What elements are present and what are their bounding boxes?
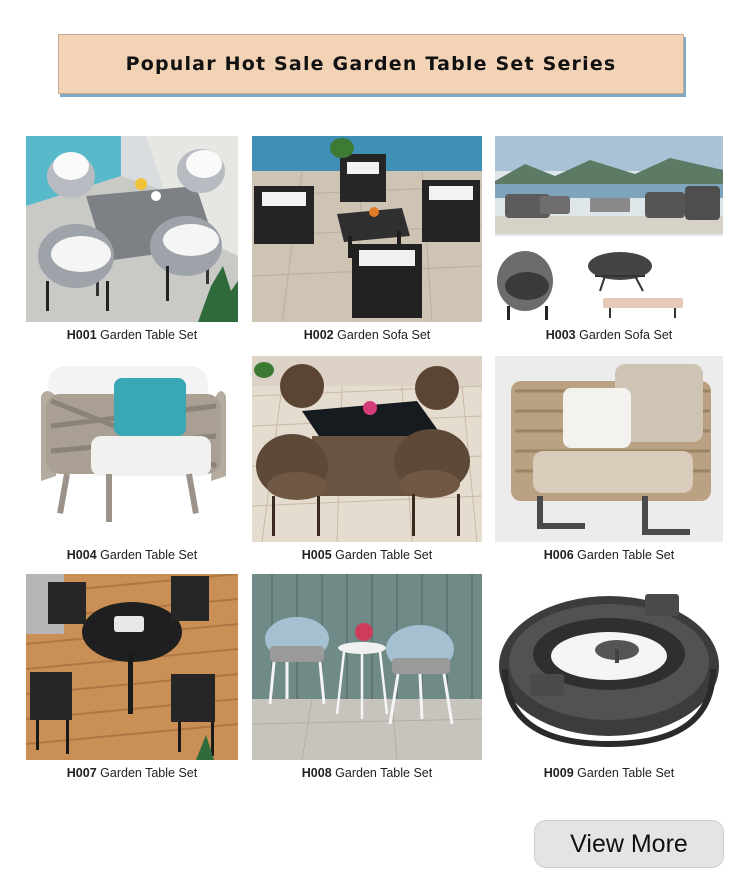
product-image[interactable]	[26, 356, 238, 542]
product-name: Garden Table Set	[100, 548, 198, 562]
view-more-button[interactable]: View More	[534, 820, 724, 868]
product-caption[interactable]	[252, 328, 482, 342]
product-code: H006	[543, 548, 574, 562]
product-caption[interactable]	[252, 766, 482, 780]
product-image[interactable]	[495, 136, 723, 322]
product-code: H002	[303, 328, 334, 342]
product-caption[interactable]	[26, 548, 238, 562]
banner-title: Popular Hot Sale Garden Table Set Series	[125, 53, 617, 75]
product-image[interactable]	[495, 574, 723, 760]
product-caption[interactable]	[26, 766, 238, 780]
product-code: H004	[66, 548, 97, 562]
product-caption[interactable]	[495, 328, 723, 342]
series-banner	[58, 34, 684, 94]
product-image[interactable]	[26, 574, 238, 760]
product-name: Garden Table Set	[577, 766, 675, 780]
product-caption[interactable]	[495, 548, 723, 562]
product-code: H003	[545, 328, 576, 342]
product-name: Garden Table Set	[100, 328, 198, 342]
product-image[interactable]	[26, 136, 238, 322]
product-caption[interactable]	[252, 548, 482, 562]
product-name: Garden Table Set	[335, 766, 433, 780]
product-code: H009	[543, 766, 574, 780]
product-name: Garden Table Set	[335, 548, 433, 562]
product-name: Garden Sofa Set	[579, 328, 673, 342]
product-name: Garden Sofa Set	[337, 328, 431, 342]
product-name: Garden Table Set	[100, 766, 198, 780]
product-code: H008	[301, 766, 332, 780]
product-caption[interactable]	[26, 328, 238, 342]
product-image[interactable]	[252, 356, 482, 542]
product-code: H005	[301, 548, 332, 562]
product-caption[interactable]	[495, 766, 723, 780]
product-image[interactable]	[252, 136, 482, 322]
product-code: H001	[66, 328, 97, 342]
product-image[interactable]	[252, 574, 482, 760]
product-image[interactable]	[495, 356, 723, 542]
product-code: H007	[66, 766, 97, 780]
product-name: Garden Table Set	[577, 548, 675, 562]
